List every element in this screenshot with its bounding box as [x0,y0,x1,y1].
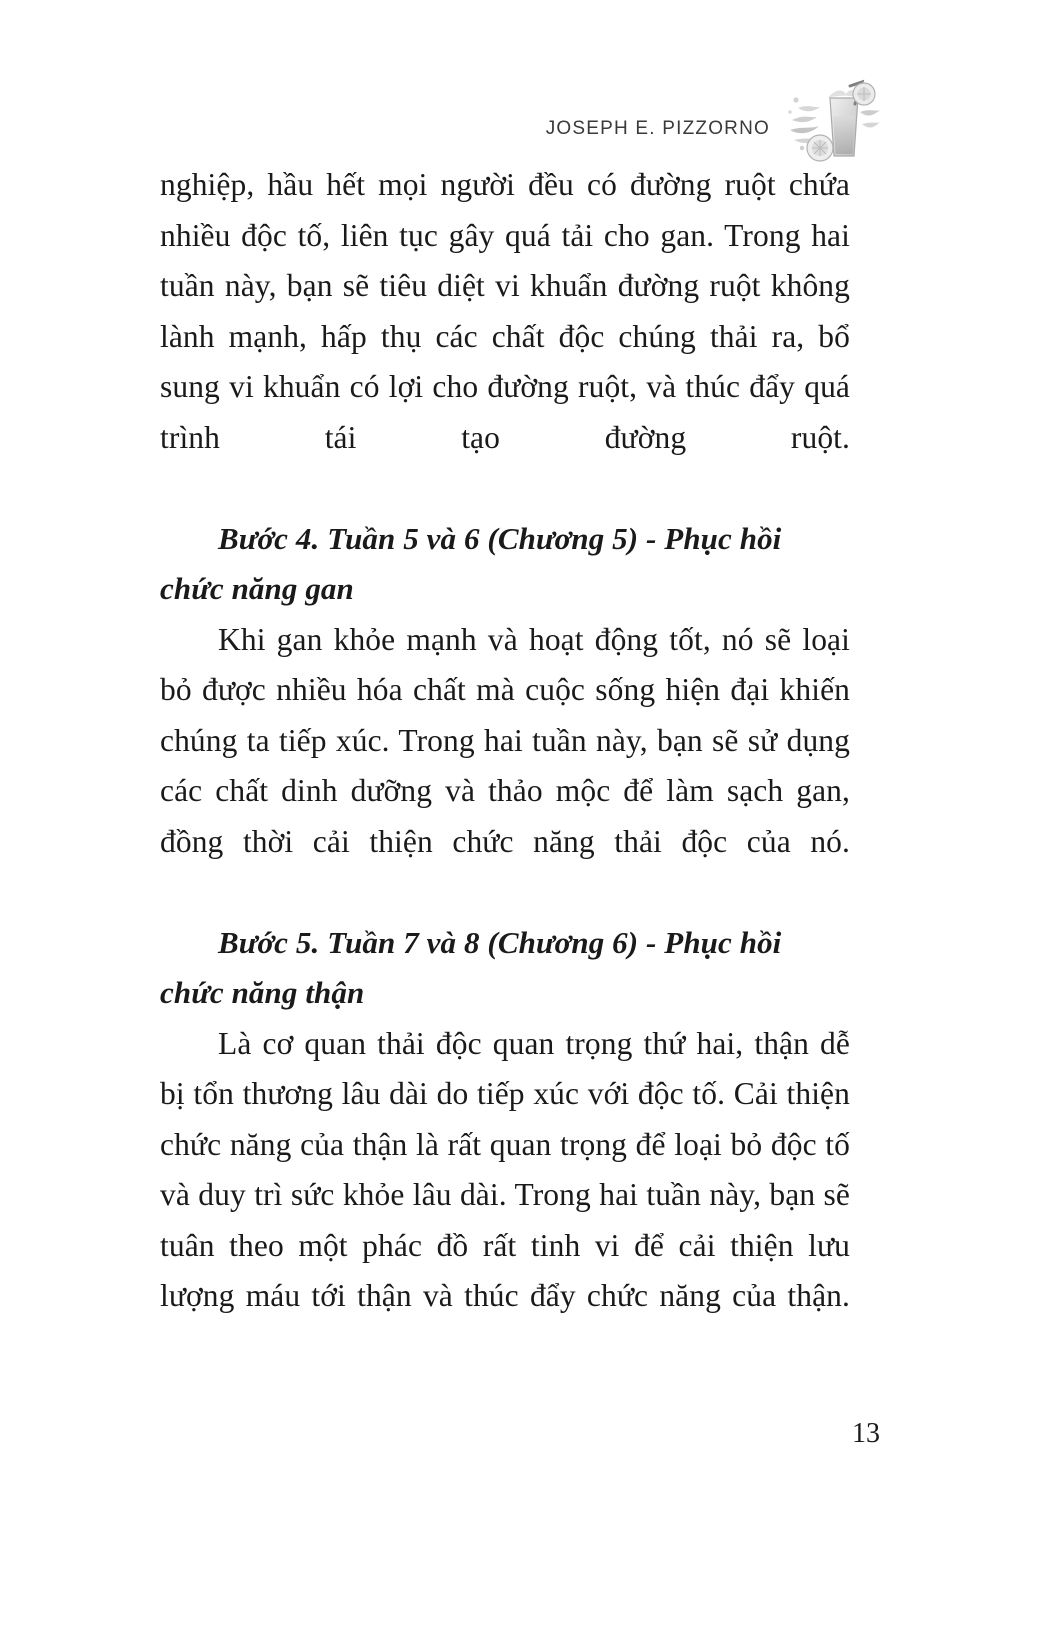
section-heading-step-5: Bước 5. Tuần 7 và 8 (Chương 6) - Phục hồi chức năng thận [160,924,782,1010]
section-heading-step-4: Bước 4. Tuần 5 và 6 (Chương 5) - Phục hồi chức năng gan [160,520,782,606]
author-name: JOSEPH E. PIZZORNO [545,118,770,139]
paragraph-kidney-function: Là cơ quan thải độc quan trọng thứ hai, thận dễ bị tổn thương lâu dài do tiếp xúc với độc tố. Cải thiện chức năng của thận là rất quan trọng để loại bỏ độc tố và duy trì sức khỏe lâu dài. Trong hai tuần này, bạn sẽ tuân theo một phác đồ rất tinh vi để cải thiện lưu lượng máu tới thận và thúc đẩy chức năng của thận. [160,1025,850,1313]
paragraph-liver-function: Khi gan khỏe mạnh và hoạt động tốt, nó sẽ loại bỏ được nhiều hóa chất mà cuộc sống hiện đại khiến chúng ta tiếp xúc. Trong hai tuần này, bạn sẽ sử dụng các chất dinh dưỡng và thảo mộc để làm sạch gan, đồng thời cải thiện chức năng thải độc của nó. [160,621,850,859]
text-column [160,160,850,1372]
paragraph-continuation: nghiệp, hầu hết mọi người đều có đường ruột chứa nhiều độc tố, liên tục gây quá tải cho gan. Trong hai tuần này, bạn sẽ tiêu diệt vi khuẩn đường ruột không lành mạnh, hấp thụ các chất độc chúng thải ra, bổ sung vi khuẩn có lợi cho đường ruột, và thúc đẩy quá trình tái tạo đường ruột. [160,167,850,455]
splash-glass-icon [784,74,880,162]
running-header [546,96,880,162]
page-number: 13 [852,1418,880,1449]
